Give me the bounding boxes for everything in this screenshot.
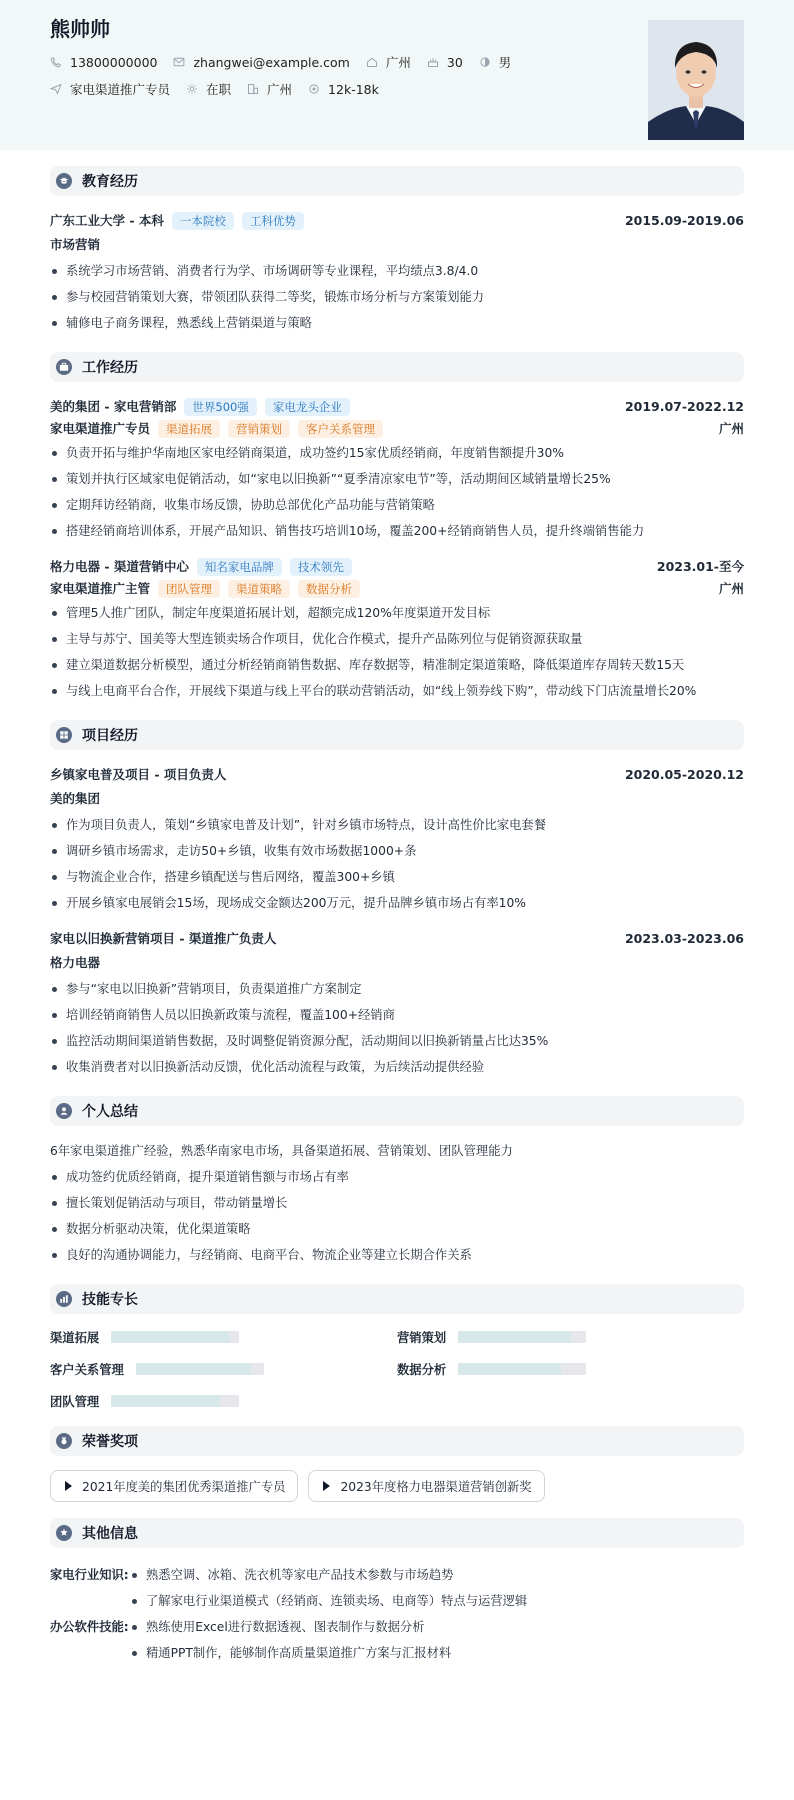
phone-item bbox=[50, 55, 157, 70]
list-item: 参与“家电以旧换新”营销项目，负责渠道推广方案制定 bbox=[50, 976, 744, 1002]
project-org: 美的集团 bbox=[50, 791, 101, 806]
role-name: 家电渠道推广专员 bbox=[50, 421, 151, 436]
education-row bbox=[50, 210, 744, 232]
project-name: 乡镇家电普及项目 - 项目负责人 bbox=[50, 767, 227, 782]
gender-icon bbox=[479, 56, 491, 68]
age-text: 30 bbox=[446, 54, 463, 70]
company-tag: 世界500强 bbox=[184, 398, 256, 416]
award-text: 2021年度美的集团优秀渠道推广专员 bbox=[82, 1480, 286, 1494]
portrait-illustration bbox=[648, 20, 744, 140]
job-period: 2023.01-至今 bbox=[656, 559, 744, 574]
education-bullets bbox=[50, 258, 744, 336]
list-item: 培训经销商销售人员以旧换新政策与流程，覆盖100+经销商 bbox=[50, 1002, 744, 1028]
list-item: 管理5人推广团队，制定年度渠道拓展计划，超额完成120%年度渠道开发目标 bbox=[50, 600, 744, 626]
skill-bar-fill bbox=[136, 1363, 251, 1375]
skill-item bbox=[397, 1360, 744, 1378]
other-group-label: 办公软件技能: bbox=[50, 1620, 129, 1634]
age-item bbox=[427, 55, 463, 70]
other-section bbox=[50, 1518, 744, 1666]
skill-bar bbox=[111, 1331, 239, 1343]
list-item: 精通PPT制作，能够制作高质量渠道推广方案与汇报材料 bbox=[130, 1640, 744, 1666]
job-city: 广州 bbox=[718, 421, 744, 436]
list-item: 建立渠道数据分析模型，通过分析经销商销售数据、库存数据等，精准制定渠道策略，降低渠道库存周转天数15天 bbox=[50, 652, 744, 678]
project-row bbox=[50, 928, 744, 950]
skill-name: 营销策划 bbox=[397, 1331, 447, 1345]
other-group bbox=[50, 1614, 744, 1666]
skill-name: 渠道拓展 bbox=[50, 1331, 100, 1345]
list-item: 开展乡镇家电展销会15场，现场成交金额达200万元，提升品牌乡镇市场占有率10% bbox=[50, 890, 744, 916]
school-name: 广东工业大学 - 本科 bbox=[50, 213, 164, 228]
list-item: 与线上电商平台合作，开展线下渠道与线上平台的联动营销活动，如“线上领券线下购”，带动线下门店流量增长20% bbox=[50, 678, 744, 704]
email-item bbox=[173, 55, 349, 70]
role-tag: 营销策划 bbox=[228, 420, 290, 438]
graduation-cap-icon bbox=[56, 173, 72, 189]
project-period: 2023.03-2023.06 bbox=[624, 931, 744, 946]
summary-section bbox=[50, 1096, 744, 1268]
skill-bar bbox=[458, 1331, 586, 1343]
list-item: 辅修电子商务课程，熟悉线上营销渠道与策略 bbox=[50, 310, 744, 336]
summary-bullets bbox=[50, 1164, 744, 1268]
major-name: 市场营销 bbox=[50, 237, 101, 252]
job-bullets bbox=[50, 600, 744, 704]
skills-grid bbox=[50, 1328, 744, 1410]
list-item: 擅长策划促销活动与项目，带动销量增长 bbox=[50, 1190, 744, 1216]
list-item: 参与校园营销策划大赛，带领团队获得二等奖，锻炼市场分析与方案策划能力 bbox=[50, 284, 744, 310]
location-text: 广州 bbox=[385, 55, 411, 70]
skill-item bbox=[50, 1328, 397, 1346]
project-org: 格力电器 bbox=[50, 955, 101, 970]
skills-section bbox=[50, 1284, 744, 1410]
list-item: 监控活动期间渠道销售数据，及时调整促销资源分配，活动期间以旧换新销量占比达35% bbox=[50, 1028, 744, 1054]
list-item: 作为项目负责人，策划“乡镇家电普及计划”，针对乡镇市场特点，设计高性价比家电套餐 bbox=[50, 812, 744, 838]
play-icon bbox=[323, 1481, 330, 1491]
work-title: 工作经历 bbox=[82, 360, 138, 376]
target-city-text: 广州 bbox=[267, 82, 293, 97]
skill-name: 数据分析 bbox=[397, 1363, 447, 1377]
school-tag: 工科优势 bbox=[242, 212, 304, 230]
education-title: 教育经历 bbox=[82, 174, 138, 190]
skill-item bbox=[50, 1360, 397, 1378]
candidate-name: 熊帅帅 bbox=[50, 17, 110, 41]
job-intent-row bbox=[50, 81, 744, 97]
projects-header bbox=[50, 720, 744, 750]
summary-header bbox=[50, 1096, 744, 1126]
projects-title: 项目经历 bbox=[82, 728, 138, 744]
project-bullets bbox=[50, 976, 744, 1080]
phone-icon bbox=[50, 56, 62, 68]
company-tag: 知名家电品牌 bbox=[197, 558, 282, 576]
awards-header bbox=[50, 1426, 744, 1456]
list-item: 调研乡镇市场需求，走访50+乡镇，收集有效市场数据1000+条 bbox=[50, 838, 744, 864]
profile-photo bbox=[648, 20, 744, 140]
medal-icon bbox=[56, 1433, 72, 1449]
job-block bbox=[50, 396, 744, 544]
project-name: 家电以旧换新营销项目 - 渠道推广负责人 bbox=[50, 931, 277, 946]
awards-title: 荣誉奖项 bbox=[82, 1434, 138, 1450]
project-row bbox=[50, 764, 744, 786]
list-item: 了解家电行业渠道模式（经销商、连锁卖场、电商等）特点与运营逻辑 bbox=[130, 1588, 744, 1614]
role-tag: 数据分析 bbox=[298, 580, 360, 598]
job-block bbox=[50, 556, 744, 704]
project-bullets bbox=[50, 812, 744, 916]
skill-bar bbox=[458, 1363, 586, 1375]
company-row bbox=[50, 396, 744, 418]
company-name: 美的集团 - 家电营销部 bbox=[50, 399, 177, 414]
projects-section bbox=[50, 720, 744, 1080]
skills-title: 技能专长 bbox=[82, 1292, 138, 1308]
award-text: 2023年度格力电器渠道营销创新奖 bbox=[340, 1480, 532, 1494]
company-tag: 家电龙头企业 bbox=[265, 398, 350, 416]
skill-bar-fill bbox=[458, 1363, 560, 1375]
target-city-item bbox=[247, 80, 292, 98]
skill-bar-fill bbox=[458, 1331, 571, 1343]
status-item bbox=[186, 80, 231, 98]
user-icon bbox=[56, 1103, 72, 1119]
mail-icon bbox=[173, 56, 185, 68]
salary-item bbox=[308, 82, 379, 97]
project-period: 2020.05-2020.12 bbox=[624, 767, 744, 782]
award-item bbox=[308, 1470, 544, 1502]
phone-text: 13800000000 bbox=[70, 54, 158, 70]
role-tag: 客户关系管理 bbox=[298, 420, 383, 438]
cake-icon bbox=[427, 56, 439, 68]
role-tag: 渠道拓展 bbox=[158, 420, 220, 438]
other-header bbox=[50, 1518, 744, 1548]
role-tag: 团队管理 bbox=[158, 580, 220, 598]
gear-icon bbox=[186, 83, 198, 95]
list-item: 负责开拓与维护华南地区家电经销商渠道，成功签约15家优质经销商，年度销售额提升30% bbox=[50, 440, 744, 466]
bar-chart-icon bbox=[56, 1291, 72, 1307]
gender-item bbox=[479, 53, 512, 71]
building-icon bbox=[247, 83, 259, 95]
other-group-label: 家电行业知识: bbox=[50, 1568, 129, 1582]
email-text: zhangwei@example.com bbox=[193, 54, 350, 70]
job-title-text: 家电渠道推广专员 bbox=[70, 82, 171, 97]
skill-item bbox=[50, 1392, 397, 1410]
award-item bbox=[50, 1470, 298, 1502]
coin-icon bbox=[308, 83, 320, 95]
job-period: 2019.07-2022.12 bbox=[624, 399, 744, 414]
contact-row bbox=[50, 54, 744, 70]
role-name: 家电渠道推广主管 bbox=[50, 581, 151, 596]
skill-bar bbox=[136, 1363, 264, 1375]
salary-text: 12k-18k bbox=[328, 81, 379, 97]
resume-header bbox=[0, 0, 794, 150]
play-icon bbox=[65, 1481, 72, 1491]
other-title: 其他信息 bbox=[82, 1526, 138, 1542]
other-group bbox=[50, 1562, 744, 1614]
list-item: 搭建经销商培训体系，开展产品知识、销售技巧培训10场，覆盖200+经销商销售人员，提升终端销售能力 bbox=[50, 518, 744, 544]
other-group-bullets bbox=[130, 1614, 744, 1666]
list-item: 收集消费者对以旧换新活动反馈，优化活动流程与政策，为后续活动提供经验 bbox=[50, 1054, 744, 1080]
project-block bbox=[50, 928, 744, 1080]
list-item: 熟悉空调、冰箱、洗衣机等家电产品技术参数与市场趋势 bbox=[130, 1562, 744, 1588]
company-row bbox=[50, 556, 744, 578]
gender-text: 男 bbox=[498, 55, 512, 70]
job-title-item bbox=[50, 80, 170, 98]
skill-bar bbox=[111, 1395, 239, 1407]
education-period: 2015.09-2019.06 bbox=[624, 213, 744, 228]
awards-list bbox=[50, 1470, 744, 1502]
skill-name: 客户关系管理 bbox=[50, 1363, 124, 1377]
list-item: 熟练使用Excel进行数据透视、图表制作与数据分析 bbox=[130, 1614, 744, 1640]
badge-icon bbox=[56, 1525, 72, 1541]
list-item: 主导与苏宁、国美等大型连锁卖场合作项目，优化合作模式，提升产品陈列位与促销资源获取量 bbox=[50, 626, 744, 652]
job-bullets bbox=[50, 440, 744, 544]
home-icon bbox=[366, 56, 378, 68]
list-item: 系统学习市场营销、消费者行为学、市场调研等专业课程，平均绩点3.8/4.0 bbox=[50, 258, 744, 284]
send-icon bbox=[50, 83, 62, 95]
skills-header bbox=[50, 1284, 744, 1314]
education-header bbox=[50, 166, 744, 196]
role-row bbox=[50, 418, 744, 440]
summary-title: 个人总结 bbox=[82, 1104, 138, 1120]
skill-item bbox=[397, 1328, 744, 1346]
school-tag: 一本院校 bbox=[172, 212, 234, 230]
list-item: 与物流企业合作，搭建乡镇配送与售后网络，覆盖300+乡镇 bbox=[50, 864, 744, 890]
list-item: 数据分析驱动决策，优化渠道策略 bbox=[50, 1216, 744, 1242]
job-city: 广州 bbox=[718, 581, 744, 596]
list-item: 成功签约优质经销商，提升渠道销售额与市场占有率 bbox=[50, 1164, 744, 1190]
skill-bar-fill bbox=[111, 1395, 220, 1407]
company-tag: 技术领先 bbox=[290, 558, 352, 576]
skill-bar-fill bbox=[111, 1331, 229, 1343]
work-section bbox=[50, 352, 744, 704]
location-item bbox=[366, 53, 411, 71]
list-item: 定期拜访经销商，收集市场反馈，协助总部优化产品功能与营销策略 bbox=[50, 492, 744, 518]
education-section bbox=[50, 166, 744, 336]
list-item: 良好的沟通协调能力，与经销商、电商平台、物流企业等建立长期合作关系 bbox=[50, 1242, 744, 1268]
skill-name: 团队管理 bbox=[50, 1395, 100, 1409]
project-block bbox=[50, 764, 744, 916]
role-row bbox=[50, 578, 744, 600]
work-header bbox=[50, 352, 744, 382]
status-text: 在职 bbox=[206, 82, 232, 97]
other-group-bullets bbox=[130, 1562, 744, 1614]
role-tag: 渠道策略 bbox=[228, 580, 290, 598]
summary-intro: 6年家电渠道推广经验，熟悉华南家电市场，具备渠道拓展、营销策划、团队管理能力 bbox=[50, 1144, 513, 1158]
awards-section bbox=[50, 1426, 744, 1502]
list-item: 策划并执行区域家电促销活动，如“家电以旧换新”“夏季清凉家电节”等，活动期间区域销量增长25% bbox=[50, 466, 744, 492]
briefcase-icon bbox=[56, 359, 72, 375]
grid-icon bbox=[56, 727, 72, 743]
company-name: 格力电器 - 渠道营销中心 bbox=[50, 559, 189, 574]
